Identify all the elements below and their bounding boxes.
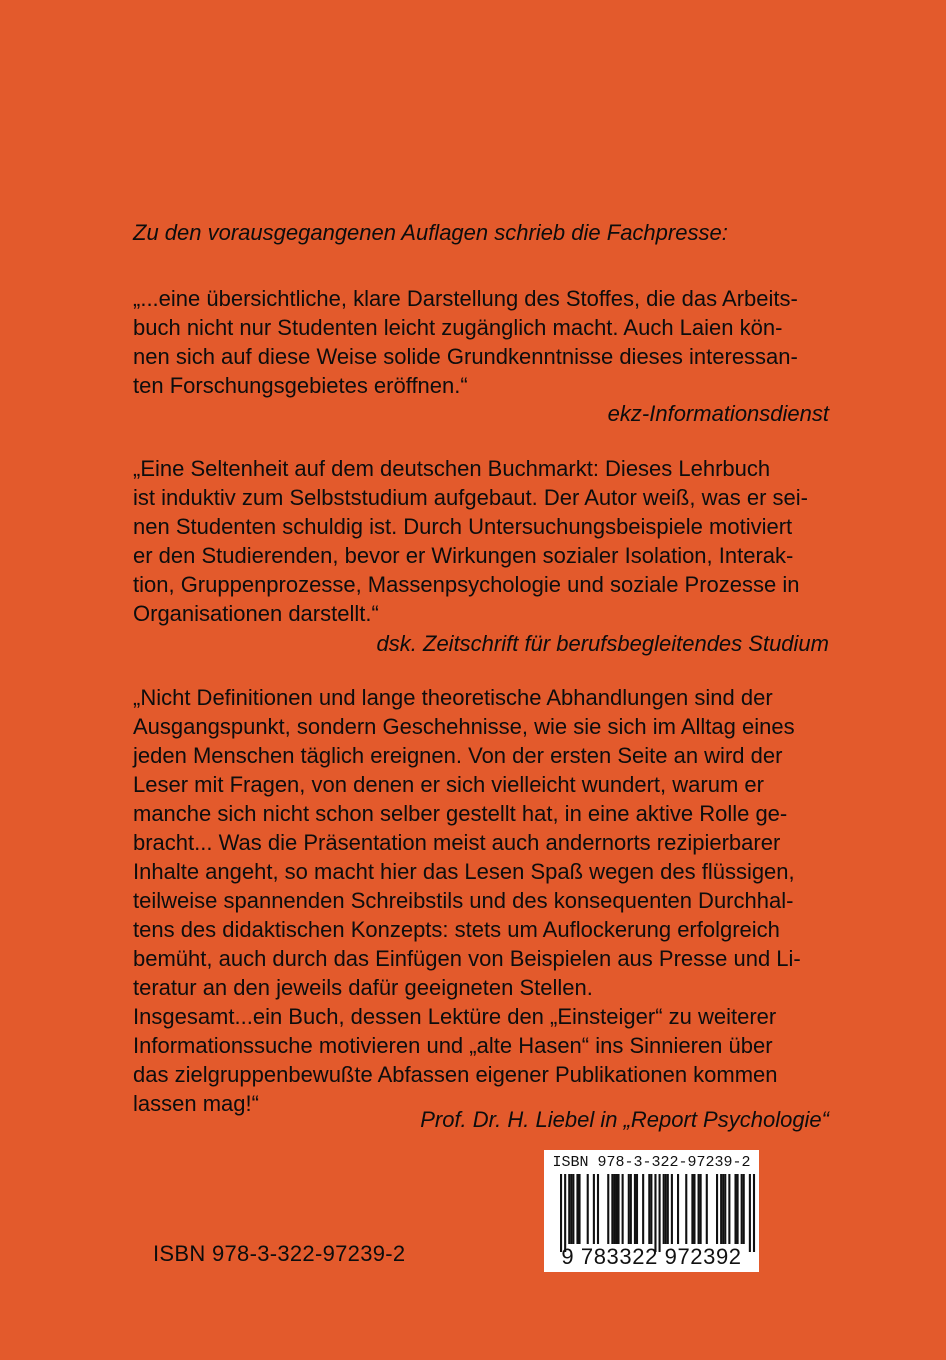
review-line: Informationssuche motivieren und „alte Hasen“ ins Sinnieren über xyxy=(133,1033,773,1058)
review-line: Leser mit Fragen, von denen er sich vielleicht wundert, warum er xyxy=(133,772,764,797)
review-source-3: Prof. Dr. H. Liebel in „Report Psychologie“ xyxy=(420,1107,829,1132)
review-line: er den Studierenden, bevor er Wirkungen sozialer Isolation, Interak- xyxy=(133,543,794,568)
barcode-bar xyxy=(724,1174,726,1244)
barcode-bar xyxy=(568,1174,570,1244)
barcode-bar xyxy=(628,1174,630,1244)
review-line: Insgesamt...ein Buch, dessen Lektüre den „Einsteiger“ zu weiterer xyxy=(133,1004,777,1029)
barcode-bar xyxy=(741,1174,743,1244)
barcode-bar xyxy=(654,1174,656,1252)
barcode-bar xyxy=(597,1174,599,1244)
review-line: das zielgruppenbewußte Abfassen eigener Publikationen kommen xyxy=(133,1062,778,1087)
barcode-bar xyxy=(617,1174,619,1244)
review-quote-3 xyxy=(133,683,830,1118)
barcode-bar xyxy=(659,1174,661,1252)
review-line: „Nicht Definitionen und lange theoretische Abhandlungen sind der xyxy=(133,685,773,710)
barcode-isbn-label: ISBN 978-3-322-97239-2 xyxy=(552,1154,751,1171)
review-line: teratur an den jeweils dafür geeigneten Stellen. xyxy=(133,975,593,1000)
review-line: bemüht, auch durch das Einfügen von Beispielen aus Presse und Li- xyxy=(133,946,801,971)
barcode-bar xyxy=(636,1174,638,1244)
barcode-bar xyxy=(737,1174,739,1244)
review-line: „Eine Seltenheit auf dem deutschen Buchmarkt: Dieses Lehrbuch xyxy=(133,456,771,481)
barcode-bar xyxy=(734,1174,736,1244)
press-intro: Zu den vorausgegangenen Auflagen schrieb die Fachpresse: xyxy=(133,220,728,245)
barcode-bar xyxy=(743,1174,745,1244)
barcode-bar xyxy=(611,1174,613,1244)
barcode-bar xyxy=(749,1174,751,1252)
barcode-bar xyxy=(700,1174,702,1244)
barcode-bar xyxy=(622,1174,624,1244)
barcode-bar xyxy=(607,1174,609,1244)
review-source-2: dsk. Zeitschrift für berufsbegleitendes Studium xyxy=(376,631,829,656)
barcode-bar xyxy=(578,1174,580,1244)
review-line: jeden Menschen täglich ereignen. Von der ersten Seite an wird der xyxy=(133,743,783,768)
review-source-1: ekz-Informationsdienst xyxy=(607,401,829,426)
review-line: manche sich nicht schon selber gestellt hat, in eine aktive Rolle ge- xyxy=(133,801,788,826)
barcode xyxy=(544,1150,759,1272)
isbn-number: ISBN 978-3-322-97239-2 xyxy=(153,1241,406,1266)
barcode-bar xyxy=(667,1174,669,1244)
review-line: ist induktiv zum Selbststudium aufgebaut. Der Autor weiß, was er sei- xyxy=(133,485,808,510)
barcode-bar xyxy=(630,1174,632,1244)
barcode-bar xyxy=(570,1174,572,1244)
barcode-bar xyxy=(722,1174,724,1244)
review-line: Inhalte angeht, so macht hier das Lesen Spaß wegen des flüssigen, xyxy=(133,859,795,884)
review-line: „...eine übersichtliche, klare Darstellung des Stoffes, die das Arbeits- xyxy=(133,286,798,311)
barcode-bar xyxy=(720,1174,722,1244)
review-line: lassen mag!“ xyxy=(133,1091,259,1116)
barcode-bar xyxy=(698,1174,700,1244)
barcode-bar xyxy=(650,1174,652,1244)
barcode-digits: 9 783322 972392 xyxy=(561,1244,742,1269)
review-quote-1 xyxy=(133,284,830,400)
review-line: Ausgangspunkt, sondern Geschehnisse, wie sie sich im Alltag eines xyxy=(133,714,795,739)
barcode-bar xyxy=(576,1174,578,1244)
barcode-bar xyxy=(648,1174,650,1244)
barcode-bar xyxy=(613,1174,615,1244)
review-line: Organisationen darstellt.“ xyxy=(133,601,379,626)
barcode-bar xyxy=(685,1174,687,1244)
barcode-bar xyxy=(615,1174,617,1244)
barcode-bar xyxy=(706,1174,708,1244)
barcode-bar xyxy=(693,1174,695,1244)
review-line: teilweise spannenden Schreibstils und des konsequenten Durchhal- xyxy=(133,888,794,913)
review-line: ten Forschungsgebietes eröffnen.“ xyxy=(133,373,468,398)
review-line: nen sich auf diese Weise solide Grundkenntnisse dieses interessan- xyxy=(133,344,798,369)
barcode-bar xyxy=(753,1174,755,1252)
barcode-bar xyxy=(665,1174,667,1244)
barcode-bar xyxy=(587,1174,589,1244)
review-line: buch nicht nur Studenten leicht zugänglich macht. Auch Laien kön- xyxy=(133,315,783,340)
barcode-bar xyxy=(642,1174,644,1244)
review-line: tion, Gruppenprozesse, Massenpsychologie und soziale Prozesse in xyxy=(133,572,800,597)
review-quote-2 xyxy=(133,454,830,628)
barcode-bar xyxy=(560,1174,562,1252)
barcode-bar xyxy=(634,1174,636,1244)
barcode-bar xyxy=(716,1174,718,1244)
barcode-bar xyxy=(671,1174,673,1244)
review-line: bracht... Was die Präsentation meist auch andernorts rezipierbarer xyxy=(133,830,781,855)
review-line: tens des didaktischen Konzepts: stets um Auflockerung erfolgreich xyxy=(133,917,780,942)
barcode-bar xyxy=(564,1174,566,1252)
barcode-bar xyxy=(691,1174,693,1244)
barcode-bar xyxy=(663,1174,665,1244)
barcode-bar xyxy=(593,1174,595,1244)
review-line: nen Studenten schuldig ist. Durch Untersuchungsbeispiele motiviert xyxy=(133,514,793,539)
barcode-bar xyxy=(572,1174,574,1244)
barcode-bar xyxy=(728,1174,730,1244)
barcode-bar xyxy=(677,1174,679,1244)
